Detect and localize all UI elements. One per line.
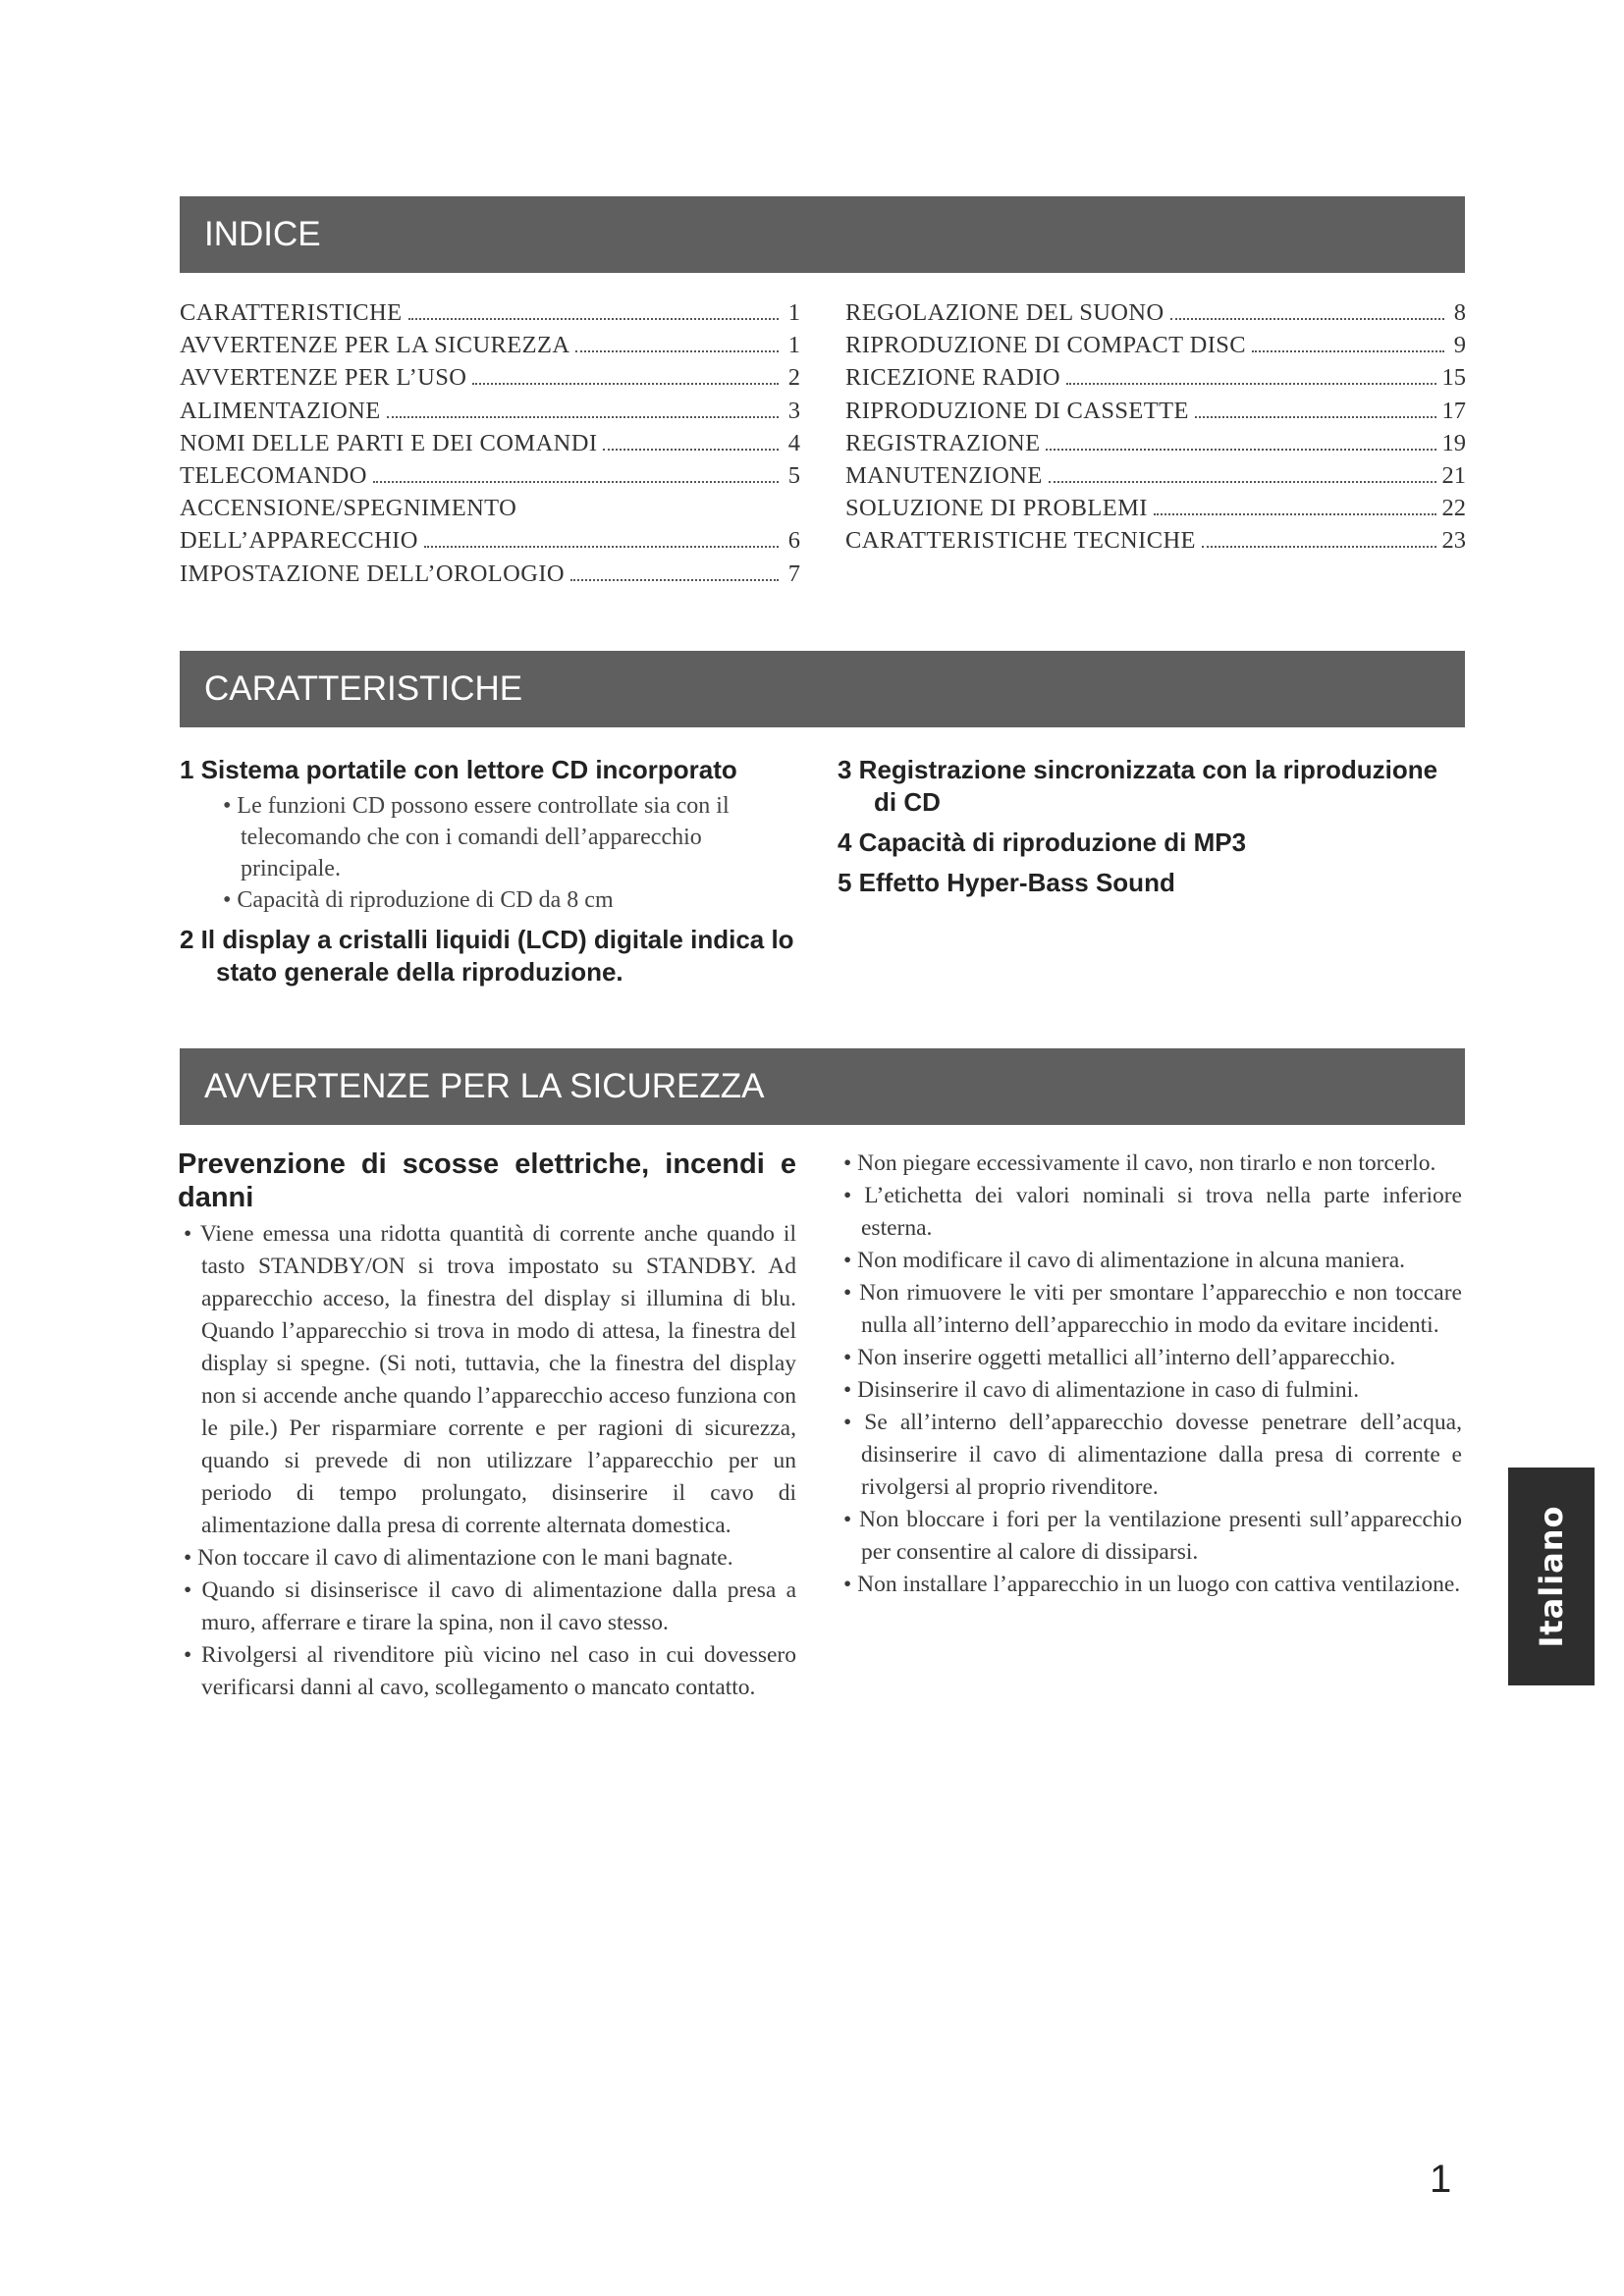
toc-entry[interactable]	[180, 296, 800, 329]
toc-dot-leader	[1066, 383, 1436, 385]
toc-entry-label: ACCENSIONE/SPEGNIMENTO	[180, 495, 517, 522]
toc-entry-label: IMPOSTAZIONE DELL’OROLOGIO	[180, 560, 566, 587]
toc-entry-label: DELL’APPARECCHIO	[180, 527, 418, 555]
feature-title: 1 Sistema portatile con lettore CD incorporato	[180, 755, 737, 784]
toc-dot-leader	[1170, 318, 1444, 320]
toc-entry[interactable]	[845, 395, 1466, 427]
safety-list	[178, 1218, 796, 1704]
toc-dot-leader	[1252, 350, 1444, 352]
feature-bullet: • Capacità di riproduzione di CD da 8 cm	[223, 887, 614, 913]
toc-entry-label: CARATTERISTICHE	[180, 299, 403, 326]
safety-item: • Quando si disinserisce il cavo di alimentazione dalla presa a muro, afferrare e tirare la spina, non il cavo stesso.	[184, 1577, 796, 1635]
safety-left-column	[178, 1148, 796, 1704]
safety-item: • Non bloccare i fori per la ventilazione presenti sull’apparecchio per consentire al calore di dissiparsi.	[843, 1507, 1462, 1565]
toc-left-column	[180, 296, 800, 590]
safety-item: • L’etichetta dei valori nominali si trova nella parte inferiore esterna.	[843, 1183, 1462, 1241]
toc-entry-label: RICEZIONE RADIO	[845, 364, 1060, 392]
toc-page-number: 4	[787, 429, 800, 456]
toc-page-number: 5	[787, 462, 800, 490]
toc-entry[interactable]	[180, 492, 800, 524]
toc-entry[interactable]	[845, 459, 1466, 492]
toc-entry[interactable]	[845, 492, 1466, 524]
toc-entry[interactable]	[845, 524, 1466, 557]
safety-item: • Non toccare il cavo di alimentazione con le mani bagnate.	[184, 1545, 733, 1571]
toc-dot-leader	[1046, 449, 1435, 451]
toc-page-number: 3	[787, 397, 800, 424]
toc-dot-leader	[373, 481, 779, 483]
toc-page-number: 15	[1441, 364, 1466, 392]
toc-page-number: 17	[1441, 397, 1466, 424]
toc-entry-label: ALIMENTAZIONE	[180, 397, 381, 424]
toc-page-number: 6	[787, 527, 800, 555]
toc-entry[interactable]	[180, 459, 800, 492]
feature-title: 3 Registrazione sincronizzata con la riproduzione di CD	[838, 755, 1438, 817]
toc-dot-leader	[1049, 481, 1436, 483]
toc-dot-leader	[424, 546, 779, 548]
page-number: 1	[1430, 2158, 1452, 2201]
toc-entry[interactable]	[845, 329, 1466, 361]
toc-page-number: 9	[1453, 332, 1466, 359]
toc-dot-leader	[1195, 416, 1436, 418]
toc-page-number: 2	[787, 364, 800, 392]
toc-page-number: 23	[1441, 527, 1466, 555]
toc-page-number: 1	[787, 332, 800, 359]
safety-item: • Non piegare eccessivamente il cavo, non tirarlo e non torcerlo.	[843, 1150, 1436, 1176]
toc-entry-label: AVVERTENZE PER L’USO	[180, 364, 467, 392]
toc-right-column	[845, 296, 1466, 558]
feature-title: 4 Capacità di riproduzione di MP3	[838, 828, 1247, 857]
toc-entry-label: RIPRODUZIONE DI COMPACT DISC	[845, 332, 1247, 359]
toc-dot-leader	[387, 416, 779, 418]
toc-page-number: 1	[787, 299, 800, 326]
features-left-column	[180, 754, 800, 988]
toc-entry-label: TELECOMANDO	[180, 462, 367, 490]
toc-entry-label: MANUTENZIONE	[845, 462, 1043, 490]
toc-entry-label: SOLUZIONE DI PROBLEMI	[845, 495, 1148, 522]
toc-page-number: 22	[1441, 495, 1466, 522]
toc-entry[interactable]	[180, 558, 800, 590]
toc-entry[interactable]	[180, 427, 800, 459]
toc-entry-label: REGOLAZIONE DEL SUONO	[845, 299, 1164, 326]
section-header-indice: INDICE	[180, 196, 1465, 273]
feature-title: 2 Il display a cristalli liquidi (LCD) digitale indica lo stato generale della riproduzione.	[180, 925, 794, 987]
toc-entry[interactable]	[180, 524, 800, 557]
safety-item: • Non rimuovere le viti per smontare l’apparecchio e non toccare nulla all’interno dell’apparecchio in modo da evitare incidenti.	[843, 1280, 1462, 1338]
toc-entry[interactable]	[845, 296, 1466, 329]
language-tab[interactable]	[1508, 1468, 1595, 1685]
safety-item: • Se all’interno dell’apparecchio dovesse penetrare dell’acqua, disinserire il cavo di alimentazione dalla presa di corrente e rivolgersi al proprio rivenditore.	[843, 1410, 1462, 1500]
toc-entry-label: CARATTERISTICHE TECNICHE	[845, 527, 1196, 555]
toc-page-number: 7	[787, 560, 800, 587]
toc-dot-leader	[603, 449, 779, 451]
toc-page-number: 19	[1441, 429, 1466, 456]
section-header-avvertenze: AVVERTENZE PER LA SICUREZZA	[180, 1048, 1465, 1125]
safety-item: • Non installare l’apparecchio in un luogo con cattiva ventilazione.	[843, 1572, 1461, 1597]
feature-title: 5 Effetto Hyper-Bass Sound	[838, 868, 1175, 897]
toc-dot-leader	[570, 579, 779, 581]
safety-right-column	[838, 1148, 1462, 1601]
feature-bullet: • Le funzioni CD possono essere controllate sia con il telecomando che con i comandi dell’apparecchio principale.	[223, 793, 730, 881]
toc-dot-leader	[408, 318, 780, 320]
features-right-column	[838, 754, 1458, 907]
feature-bullets	[180, 790, 800, 916]
section-header-caratteristiche: CARATTERISTICHE	[180, 651, 1465, 727]
toc-entry[interactable]	[845, 427, 1466, 459]
language-tab-label: Italiano	[1533, 1505, 1570, 1648]
safety-list	[838, 1148, 1462, 1601]
safety-item: • Disinserire il cavo di alimentazione in caso di fulmini.	[843, 1377, 1360, 1403]
toc-page-number: 8	[1453, 299, 1466, 326]
toc-dot-leader	[1202, 546, 1436, 548]
toc-entry[interactable]	[180, 395, 800, 427]
toc-dot-leader	[575, 350, 779, 352]
toc-entry[interactable]	[845, 361, 1466, 394]
toc-entry-label: RIPRODUZIONE DI CASSETTE	[845, 397, 1189, 424]
toc-dot-leader	[472, 383, 779, 385]
safety-item: • Viene emessa una ridotta quantità di corrente anche quando il tasto STANDBY/ON si trova impostato su STANDBY. Ad apparecchio acceso, la finestra del display si illumina di blu. Quando l’apparecchio si trova in modo di attesa, la finestra del display si spegne. (Si noti, tuttavia, che la finestra del display non si accende anche quando l’apparecchio acceso funziona con le pile.) Per risparmiare corrente e per ragioni di sicurezza, quando si prevede di non utilizzare l’apparecchio per un periodo di tempo prolungato, disinserire il cavo di alimentazione dalla presa di corrente alternata domestica.	[184, 1221, 796, 1538]
safety-item: • Rivolgersi al rivenditore più vicino nel caso in cui dovessero verificarsi danni al cavo, scollegamento o mancato contatto.	[184, 1642, 796, 1700]
safety-item: • Non modificare il cavo di alimentazione in alcuna maniera.	[843, 1248, 1405, 1273]
toc-entry[interactable]	[180, 361, 800, 394]
toc-entry-label: AVVERTENZE PER LA SICUREZZA	[180, 332, 570, 359]
safety-heading: Prevenzione di scosse elettriche, incendi e danni	[178, 1148, 796, 1213]
toc-entry-label: REGISTRAZIONE	[845, 429, 1041, 456]
toc-entry-label: NOMI DELLE PARTI E DEI COMANDI	[180, 429, 598, 456]
toc-entry[interactable]	[180, 329, 800, 361]
toc-page-number: 21	[1441, 462, 1466, 490]
toc-dot-leader	[1154, 513, 1436, 515]
safety-item: • Non inserire oggetti metallici all’interno dell’apparecchio.	[843, 1345, 1396, 1370]
